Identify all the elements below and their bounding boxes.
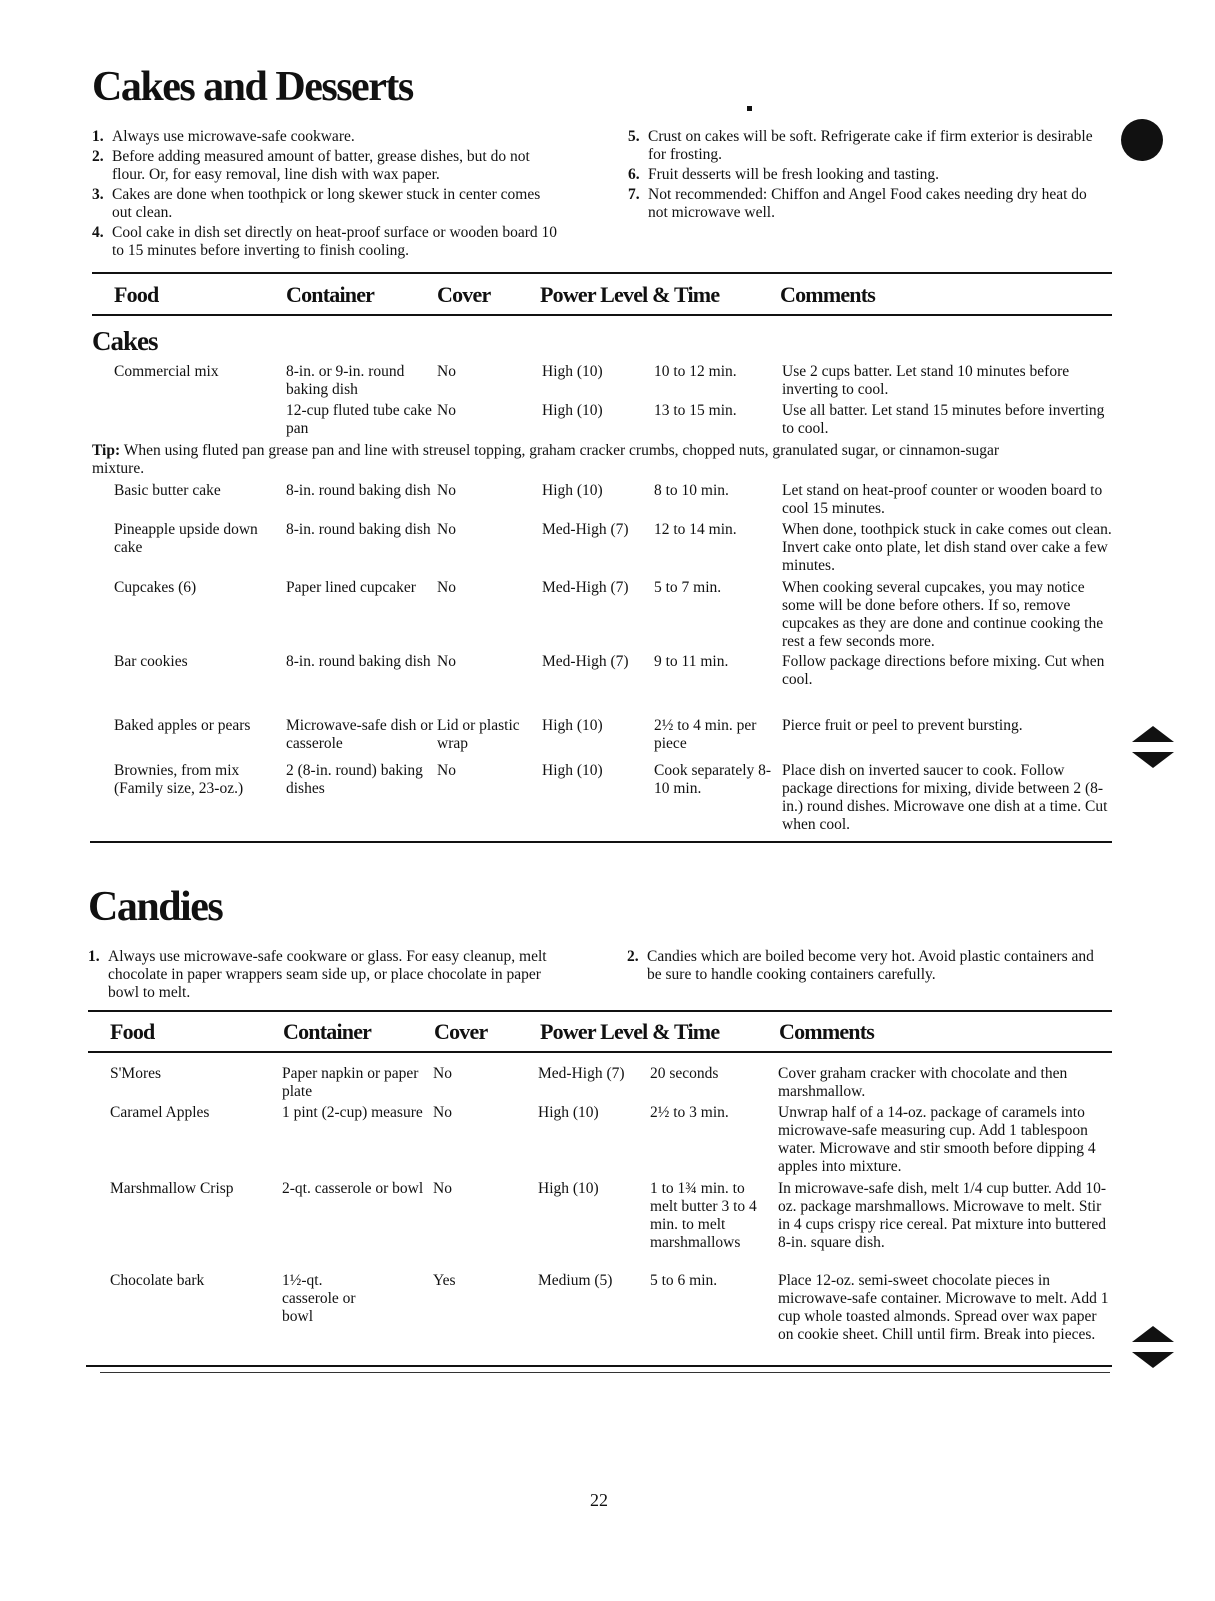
section-title-candies: Candies <box>88 884 223 930</box>
cakes-tips-left <box>92 128 562 262</box>
manual-page: Cakes and Desserts 1. Always use microwave-safe cookware. 2. Before adding measured amount of batter, grease dishes, but do not flour. Or, for easy removal, line dish with wax paper. 3. Cakes are done when toothpick or long skewer stuck in center comes out clean. 4. Cool cake in dish set directly on heat-proof surface or wooden board 10 to 15 minutes before inverting to finish cooling. 5. Crust on cakes will be soft. Refrigerate cake if firm exterior is desirable for frosting. 6. Fruit desserts will be fresh looking and tasting. 7. Not recommended: Chiffon and Angel Food cakes needing dry heat do not microwave well. Food Container Cover Power Level & Time Comments Cakes Commercial mix 8-in. or 9-in. round baking dish No High (10) 10 to 12 min. Use 2 cups batter. Let stand 10 minutes before inverting to cool. 12-cup fluted tube cake pan No High (10) 13 to 15 min. Use all batter. Let stand 15 minutes before inverting to cool. Tip: When using fluted pan grease pan and line with streusel topping, graham cracker crumbs, chopped nuts, granulated sugar, or cinnamon-sugar mixture. Basic butter cake 8-in. round baking dish No High (10) 8 to 10 min. Let stand on heat-proof counter or wooden board to cool 15 minutes. Pineapple upside down cake 8-in. round baking dish No Med-High (7) 12 to 14 min. When done, toothpick stuck in cake comes out clean. Invert cake onto plate, let dish stand over cake a few minutes. Cupcakes (6) Paper lined cupcaker No Med-High (7) 5 to 7 min. When cooking several cupcakes, you may notice some will be done before others. If so, remove cupcakes as they are done and continue cooking the rest a few seconds more. Bar cookies 8-in. round baking dish No Med-High (7) 9 to 11 min. Follow package directions before mixing. Cut when cool. Baked apples or pears Microwave-safe dish or casserole Lid or plastic wrap High (10) 2½ to 4 min. per piece Pierce fruit or peel to prevent bursting. Brownies, from mix (Family size, 23-oz.) 2 (8-in. round) baking dishes No High (10) Cook separately 8-10 min. Place dish on inverted saucer to cook. Follow package directions for mixing, divide between 2 (8-in.) round dishes. Microwave one dish at a time. Cut when cool. Candies 1. Always use microwave-safe cookware or glass. For easy cleanup, melt chocolate in paper wrappers seam side up, or place chocolate in paper bowl to melt. 2. Candies which are boiled become very hot. Avoid plastic containers and be sure to handle cooking containers carefully. Food Container Cover Power Level & Time Comments S'Mores Paper napkin or paper plate No Med-High (7) 20 seconds Cover graham cracker with chocolate and then marshmallow. Caramel Apples 1 pint (2-cup) measure No High (10) 2½ to 3 min. Unwrap half of a 14-oz. package of caramels into microwave-safe measuring cup. Add 1 tablespoon water. Microwave and stir smooth before dipping 4 apples into mixture. Marshmallow Crisp 2-qt. casserole or bowl No High (10) 1 to 1¾ min. to melt butter 3 to 4 min. to melt marshmallows In microwave-safe dish, melt 1/4 cup butter. Add 10-oz. package marshmallows. Microwave to melt. Stir in 4 cups crispy rice cereal. Pat mixture into buttered 8-in. square dish. Chocolate bark 1½-qt. casserole or bowl Yes Medium (5) 5 to 6 min. Place 12-oz. semi-sweet chocolate pieces in microwave-safe container. Microwave to melt. Add 1 cup whole toasted almonds. Spread over wax paper on cookie sheet. Chill until firm. Break into pieces. 22 <box>0 0 1215 1601</box>
table-header-rule <box>88 1051 1112 1053</box>
list-item: 2. Candies which are boiled become very hot. Avoid plastic containers and be sure to handle cooking containers carefully. <box>627 948 1094 983</box>
registration-mark-icon <box>1130 1324 1176 1370</box>
header-container: Container <box>283 1019 372 1044</box>
header-food: Food <box>114 282 159 307</box>
header-power-time: Power Level & Time <box>540 282 720 307</box>
candies-tips-left <box>88 948 568 1004</box>
list-item: 7. Not recommended: Chiffon and Angel Food cakes needing dry heat do not microwave well. <box>628 186 1087 221</box>
list-item: 4. Cool cake in dish set directly on heat-proof surface or wooden board 10 to 15 minutes before inverting to finish cooling. <box>92 224 558 259</box>
print-dot-icon <box>747 106 753 112</box>
header-cover: Cover <box>437 282 491 307</box>
binder-hole-icon <box>1120 118 1164 162</box>
list-item: 3. Cakes are done when toothpick or long skewer stuck in center comes out clean. <box>92 186 541 221</box>
list-item: 6. Fruit desserts will be fresh looking and tasting. <box>628 166 940 183</box>
header-food: Food <box>110 1019 155 1044</box>
list-item: 5. Crust on cakes will be soft. Refrigerate cake if firm exterior is desirable for frosting. <box>628 128 1093 163</box>
registration-mark-icon <box>1130 724 1176 770</box>
list-item: 2. Before adding measured amount of batter, grease dishes, but do not flour. Or, for easy removal, line dish with wax paper. <box>92 148 530 183</box>
subheading-cakes: Cakes <box>92 326 158 356</box>
section-title-cakes-desserts: Cakes and Desserts <box>92 64 413 110</box>
table-bottom-rule <box>86 1365 1112 1367</box>
table-bottom-rule-secondary <box>100 1372 1110 1373</box>
header-comments: Comments <box>780 282 876 307</box>
list-item: 1. Always use microwave-safe cookware. <box>92 128 355 145</box>
table-top-rule <box>92 272 1112 274</box>
fluted-pan-tip <box>92 442 1032 478</box>
header-container: Container <box>286 282 375 307</box>
header-comments: Comments <box>779 1019 875 1044</box>
header-power-time: Power Level & Time <box>540 1019 720 1044</box>
cakes-tips-right <box>628 128 1098 224</box>
header-cover: Cover <box>434 1019 488 1044</box>
table-header-rule <box>92 314 1112 316</box>
candies-tips-right <box>627 948 1097 986</box>
tip-text: When using fluted pan grease pan and line with streusel topping, graham cracker crumbs, chopped nuts, granulated sugar, or cinnamon-sugar mixture. <box>92 442 1000 477</box>
table-bottom-rule <box>90 841 1112 843</box>
tip-label: Tip: <box>92 442 121 459</box>
list-item: 1. Always use microwave-safe cookware or glass. For easy cleanup, melt chocolate in paper wrappers seam side up, or place chocolate in paper bowl to melt. <box>88 948 547 1001</box>
page-number: 22 <box>590 1490 608 1510</box>
table-top-rule <box>88 1010 1112 1012</box>
